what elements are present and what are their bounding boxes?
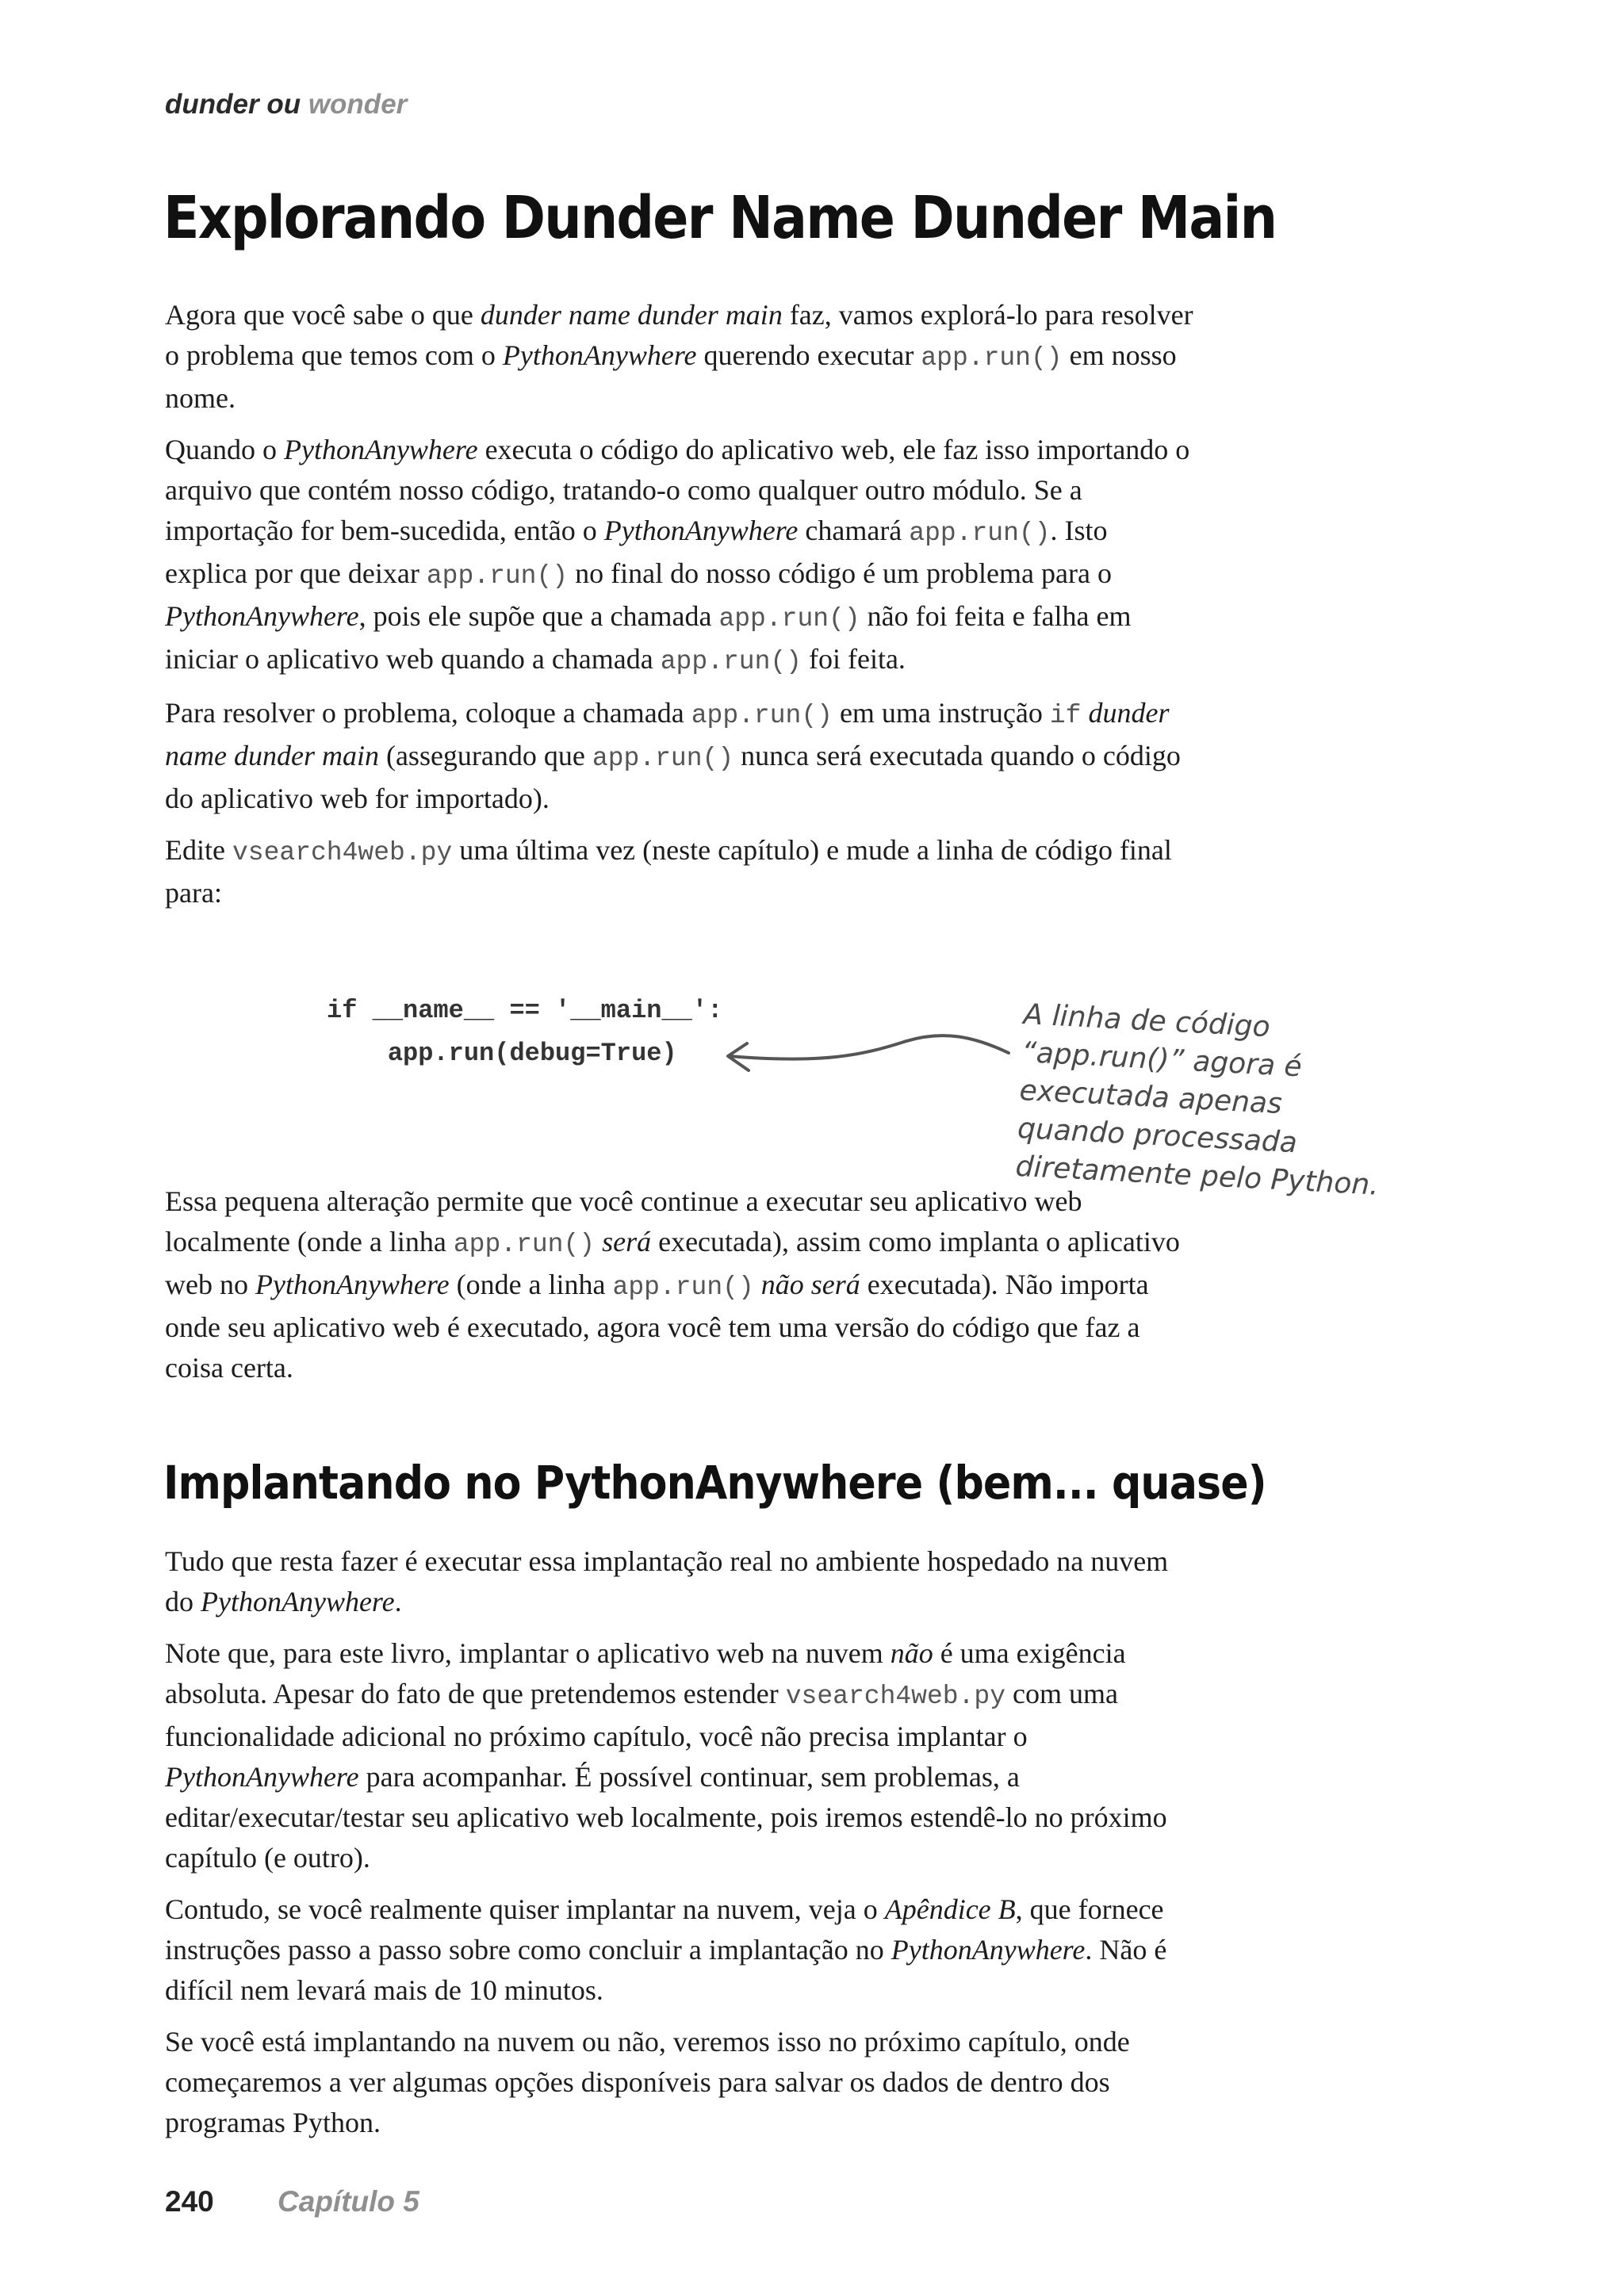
- paragraph-8: Contudo, se você realmente quiser implantar na nuvem, veja o Apêndice B, que fornece instruções passo a passo sobre como concluir a implantação no PythonAnywhere. Não é difícil nem levará mais de 10 minutos.: [165, 1893, 1167, 2006]
- inline-code: app.run(): [718, 604, 860, 634]
- inline-code: app.run(): [612, 1273, 754, 1302]
- code-block: [327, 990, 722, 1075]
- inline-code: app.run(): [909, 519, 1051, 548]
- inline-code: app.run(): [921, 343, 1063, 373]
- paragraph-5: Essa pequena alteração permite que você continue a executar seu aplicativo web localmente (onde a linha app.run() será executada), assim como implanta o aplicativo web no PythonAnywhere (onde a linha app.run() não será executada). Não importa onde seu aplicativo web é executado, agora você tem uma versão do código que faz a coisa certa.: [165, 1185, 1180, 1384]
- section2-body: [165, 1541, 1196, 2154]
- inline-code: if: [1049, 701, 1082, 730]
- section1-body-2: [165, 1181, 1196, 1399]
- handwritten-annotation: A linha de código “app.run()” agora é executada apenas quando processada diretamente pelo Python.: [1014, 997, 1380, 1202]
- inline-code: app.run(): [691, 701, 833, 730]
- code-line-1: if __name__ == '__main__':: [327, 996, 723, 1025]
- inline-code: app.run(): [592, 744, 734, 773]
- page-number: 240: [165, 2185, 214, 2218]
- paragraph-7: Note que, para este livro, implantar o aplicativo web na nuvem não é uma exigência absoluta. Apesar do fato de que pretendemos estender vsearch4web.py com uma funcionalidade adicional no próximo capítulo, você não precisa implantar o PythonAnywhere para acompanhar. É possível continuar, sem problemas, a editar/executar/testar seu aplicativo web localmente, pois iremos estendê-lo no próximo capítulo (e outro).: [165, 1637, 1167, 1874]
- code-line-2: app.run(debug=True): [327, 1039, 677, 1068]
- running-header-a: dunder ou: [165, 89, 301, 120]
- inline-code: app.run(): [453, 1230, 596, 1259]
- paragraph-6: Tudo que resta fazer é executar essa implantação real no ambiente hospedado na nuvem do PythonAnywhere.: [165, 1545, 1169, 1617]
- inline-code: vsearch4web.py: [785, 1682, 1005, 1711]
- inline-code: app.run(): [426, 561, 569, 591]
- paragraph-9: Se você está implantando na nuvem ou não, veremos isso no próximo capítulo, onde começaremos a ver algumas opções disponíveis para salvar os dados de dentro dos programas Python.: [165, 2026, 1130, 2138]
- arrow-icon: [714, 1021, 1015, 1085]
- subsection-title: Implantando no PythonAnywhere (bem... quase): [163, 1456, 1266, 1510]
- paragraph-1: Agora que você sabe o que dunder name dunder main faz, vamos explorá-lo para resolver o problema que temos com o PythonAnywhere querendo executar app.run() em nosso nome.: [165, 299, 1193, 414]
- section1-body: [165, 295, 1196, 924]
- inline-code: app.run(): [660, 647, 802, 676]
- chapter-label: Capítulo 5: [278, 2185, 419, 2218]
- running-header: [165, 89, 407, 121]
- paragraph-4: Edite vsearch4web.py uma última vez (neste capítulo) e mude a linha de código final para:: [165, 834, 1172, 909]
- section-title: Explorando Dunder Name Dunder Main: [163, 184, 1277, 252]
- paragraph-3: Para resolver o problema, coloque a chamada app.run() em uma instrução if dunder name dunder main (assegurando que app.run() nunca será executada quando o código do aplicativo web for importado).: [165, 697, 1181, 814]
- running-header-b: wonder: [308, 89, 408, 120]
- page-footer: [165, 2185, 419, 2218]
- paragraph-2: Quando o PythonAnywhere executa o código do aplicativo web, ele faz isso importando o arquivo que contém nosso código, tratando-o como qualquer outro módulo. Se a importação for bem-sucedida, então o PythonAnywhere chamará app.run(). Isto explica por que deixar app.run() no final do nosso código é um problema para o PythonAnywhere, pois ele supõe que a chamada app.run() não foi feita e falha em iniciar o aplicativo web quando a chamada app.run() foi feita.: [165, 434, 1190, 676]
- inline-code: vsearch4web.py: [232, 838, 453, 867]
